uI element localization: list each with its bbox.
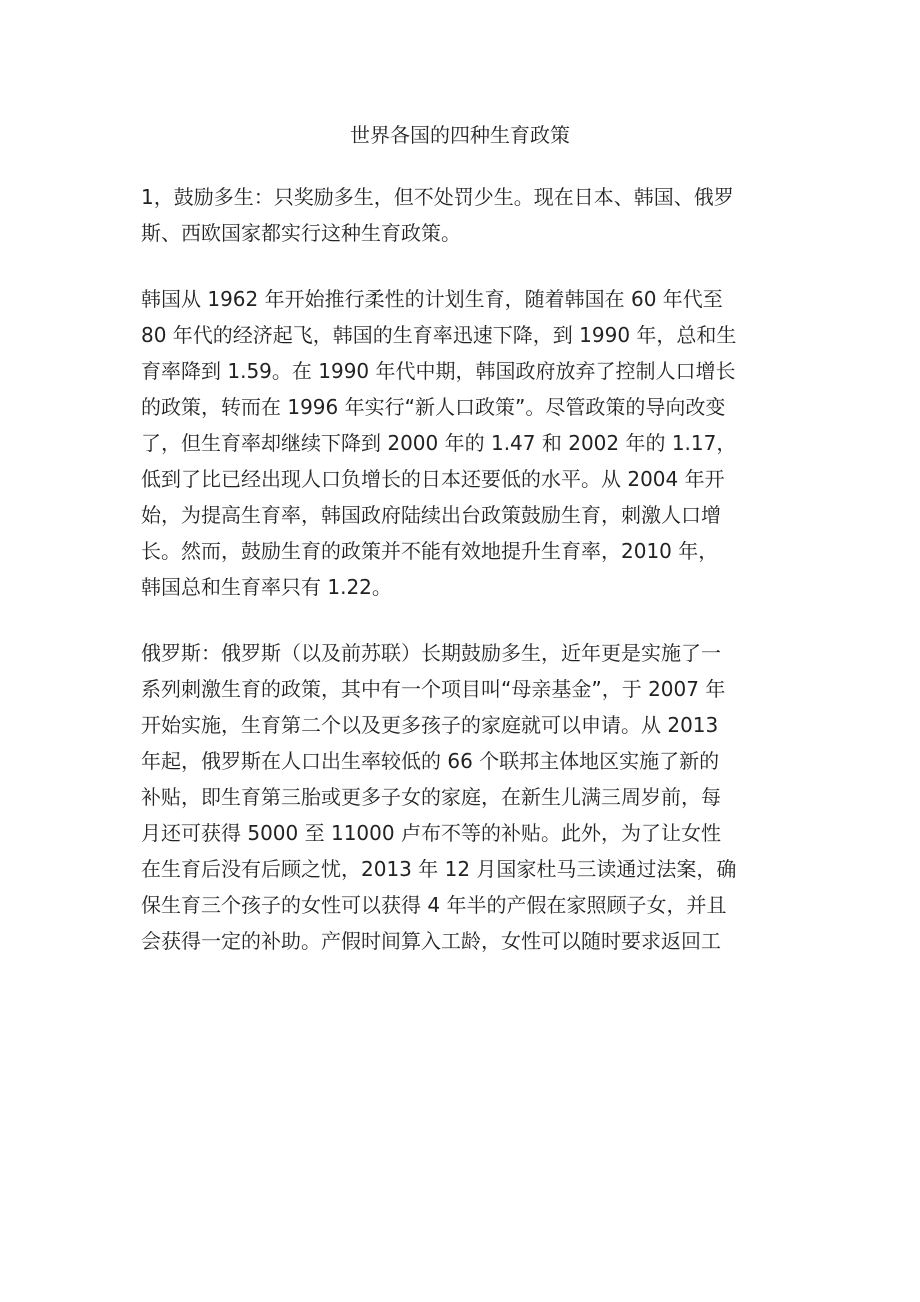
text-line: 保生育三个孩子的女性可以获得 4 年半的产假在家照顾子女，并且 xyxy=(141,893,727,917)
text-line: 韩国总和生育率只有 1.22。 xyxy=(141,575,392,599)
document-title: 世界各国的四种生育政策 xyxy=(350,123,570,147)
text-line: 80 年代的经济起飞，韩国的生育率迅速下降，到 1990 年，总和生 xyxy=(141,323,737,347)
text-line: 的政策，转而在 1996 年实行“新人口政策”。尽管政策的导向改变 xyxy=(141,395,726,419)
paragraph-encourage-births xyxy=(141,179,781,251)
text-line: 在生育后没有后顾之忧，2013 年 12 月国家杜马三读通过法案，确 xyxy=(141,857,737,881)
text-line: 俄罗斯：俄罗斯（以及前苏联）长期鼓励多生，近年更是实施了一 xyxy=(141,641,721,665)
text-line: 年起，俄罗斯在人口出生率较低的 66 个联邦主体地区实施了新的 xyxy=(141,749,720,773)
text-line: 补贴，即生育第三胎或更多子女的家庭，在新生儿满三周岁前，每 xyxy=(141,785,721,809)
paragraph-russia xyxy=(141,635,781,959)
document-body xyxy=(141,179,781,989)
text-line: 会获得一定的补助。产假时间算入工龄，女性可以随时要求返回工 xyxy=(141,929,721,953)
text-line: 韩国从 1962 年开始推行柔性的计划生育，随着韩国在 60 年代至 xyxy=(141,287,723,311)
text-line: 月还可获得 5000 至 11000 卢布不等的补贴。此外，为了让女性 xyxy=(141,821,721,845)
text-line: 开始实施，生育第二个以及更多孩子的家庭就可以申请。从 2013 xyxy=(141,713,719,737)
text-line: 育率降到 1.59。在 1990 年代中期，韩国政府放弃了控制人口增长 xyxy=(141,359,736,383)
text-line: 了，但生育率却继续下降到 2000 年的 1.47 和 2002 年的 1.17， xyxy=(141,431,737,455)
text-line: 1，鼓励多生：只奖励多生，但不处罚少生。现在日本、韩国、俄罗 xyxy=(141,185,734,209)
paragraph-korea xyxy=(141,281,781,605)
text-line: 斯、西欧国家都实行这种生育政策。 xyxy=(141,221,461,245)
text-line: 系列刺激生育的政策，其中有一个项目叫“母亲基金”，于 2007 年 xyxy=(141,677,726,701)
text-line: 始，为提高生育率，韩国政府陆续出台政策鼓励生育，刺激人口增 xyxy=(141,503,721,527)
text-line: 长。然而，鼓励生育的政策并不能有效地提升生育率，2010 年， xyxy=(141,539,719,563)
text-line: 低到了比已经出现人口负增长的日本还要低的水平。从 2004 年开 xyxy=(141,467,725,491)
